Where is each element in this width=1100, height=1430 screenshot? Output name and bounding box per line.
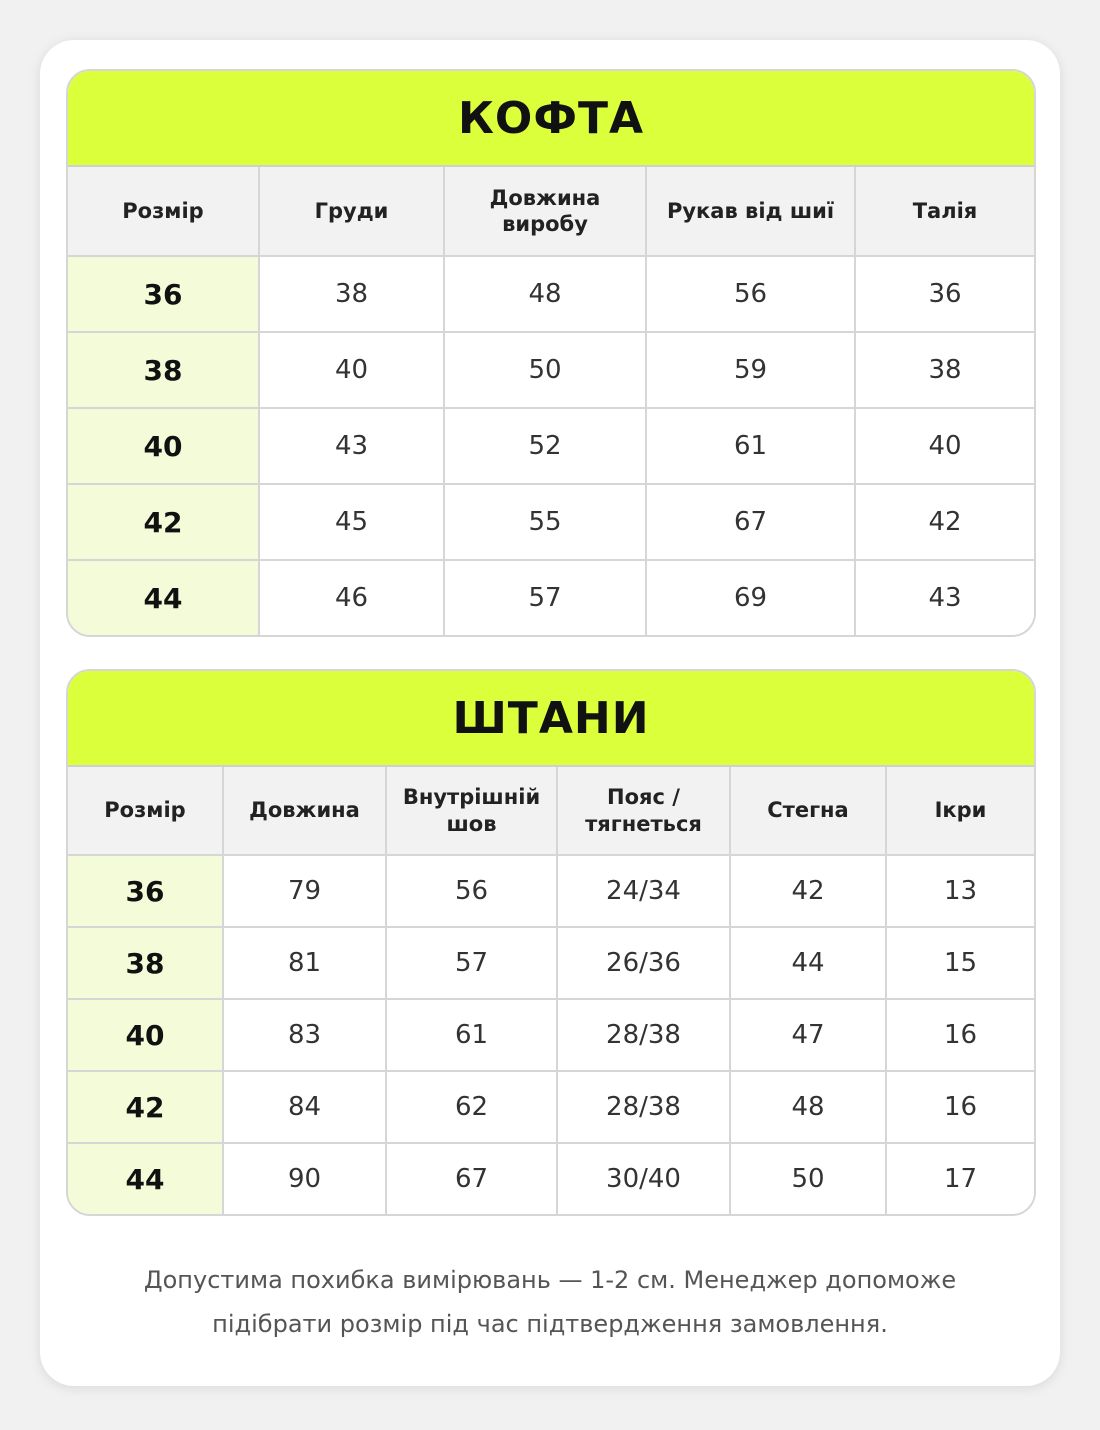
jacket-table [68, 167, 1034, 635]
table-row [68, 256, 1034, 332]
table-cell: 61 [646, 408, 855, 484]
table-cell: 59 [646, 332, 855, 408]
table-cell: 26/36 [557, 927, 730, 999]
table-cell: 48 [730, 1071, 886, 1143]
size-cell: 44 [68, 1143, 223, 1214]
jacket-header-chest: Груди [259, 167, 444, 256]
table-row [68, 332, 1034, 408]
table-cell: 50 [444, 332, 646, 408]
table-cell: 46 [259, 560, 444, 635]
table-row [68, 999, 1034, 1071]
table-cell: 69 [646, 560, 855, 635]
table-cell: 47 [730, 999, 886, 1071]
table-cell: 24/34 [557, 855, 730, 927]
table-cell: 48 [444, 256, 646, 332]
table-cell: 40 [855, 408, 1034, 484]
table-cell: 44 [730, 927, 886, 999]
note-line-1: Допустима похибка вимірювань — 1-2 см. Менеджер допоможе [143, 1266, 957, 1294]
table-row [68, 1071, 1034, 1143]
size-cell: 40 [68, 408, 259, 484]
jacket-header-sleeve: Рукав від шиї [646, 167, 855, 256]
table-cell: 38 [855, 332, 1034, 408]
jacket-table-title: КОФТА [68, 71, 1034, 167]
table-cell: 57 [386, 927, 557, 999]
size-chart-card [40, 40, 1060, 1386]
pants-table-title: ШТАНИ [68, 671, 1034, 767]
table-cell: 42 [855, 484, 1034, 560]
table-cell: 50 [730, 1143, 886, 1214]
jacket-size-table [66, 69, 1036, 637]
table-cell: 13 [886, 855, 1034, 927]
table-cell: 17 [886, 1143, 1034, 1214]
table-cell: 62 [386, 1071, 557, 1143]
size-cell: 36 [68, 855, 223, 927]
pants-header-hips: Стегна [730, 767, 886, 855]
table-cell: 43 [855, 560, 1034, 635]
table-cell: 61 [386, 999, 557, 1071]
note-line-2: підібрати розмір під час підтвердження замовлення. [212, 1310, 888, 1338]
table-cell: 56 [386, 855, 557, 927]
pants-header-length: Довжина [223, 767, 386, 855]
size-cell: 38 [68, 332, 259, 408]
size-cell: 36 [68, 256, 259, 332]
size-cell: 42 [68, 1071, 223, 1143]
table-cell: 15 [886, 927, 1034, 999]
table-cell: 28/38 [557, 999, 730, 1071]
measurement-note [40, 1258, 1060, 1346]
size-cell: 42 [68, 484, 259, 560]
jacket-header-waist: Талія [855, 167, 1034, 256]
pants-header-size: Розмір [68, 767, 223, 855]
table-cell: 42 [730, 855, 886, 927]
table-row [68, 855, 1034, 927]
pants-header-inseam: Внутрішній шов [386, 767, 557, 855]
table-row [68, 927, 1034, 999]
pants-header-calves: Ікри [886, 767, 1034, 855]
pants-size-table [66, 669, 1036, 1216]
jacket-header-row [68, 167, 1034, 256]
table-row [68, 1143, 1034, 1214]
table-cell: 43 [259, 408, 444, 484]
table-cell: 16 [886, 999, 1034, 1071]
pants-header-waist: Пояс / тягнеться [557, 767, 730, 855]
table-row [68, 408, 1034, 484]
table-cell: 67 [646, 484, 855, 560]
table-cell: 67 [386, 1143, 557, 1214]
table-cell: 84 [223, 1071, 386, 1143]
table-cell: 83 [223, 999, 386, 1071]
table-cell: 40 [259, 332, 444, 408]
table-cell: 57 [444, 560, 646, 635]
table-cell: 55 [444, 484, 646, 560]
size-cell: 44 [68, 560, 259, 635]
table-cell: 30/40 [557, 1143, 730, 1214]
jacket-header-size: Розмір [68, 167, 259, 256]
size-cell: 38 [68, 927, 223, 999]
table-cell: 79 [223, 855, 386, 927]
jacket-header-length: Довжина виробу [444, 167, 646, 256]
size-cell: 40 [68, 999, 223, 1071]
table-cell: 81 [223, 927, 386, 999]
table-cell: 28/38 [557, 1071, 730, 1143]
table-row [68, 484, 1034, 560]
table-cell: 38 [259, 256, 444, 332]
table-cell: 56 [646, 256, 855, 332]
table-cell: 45 [259, 484, 444, 560]
table-cell: 52 [444, 408, 646, 484]
pants-table [68, 767, 1034, 1214]
pants-header-row [68, 767, 1034, 855]
table-cell: 90 [223, 1143, 386, 1214]
table-cell: 36 [855, 256, 1034, 332]
table-cell: 16 [886, 1071, 1034, 1143]
table-row [68, 560, 1034, 635]
